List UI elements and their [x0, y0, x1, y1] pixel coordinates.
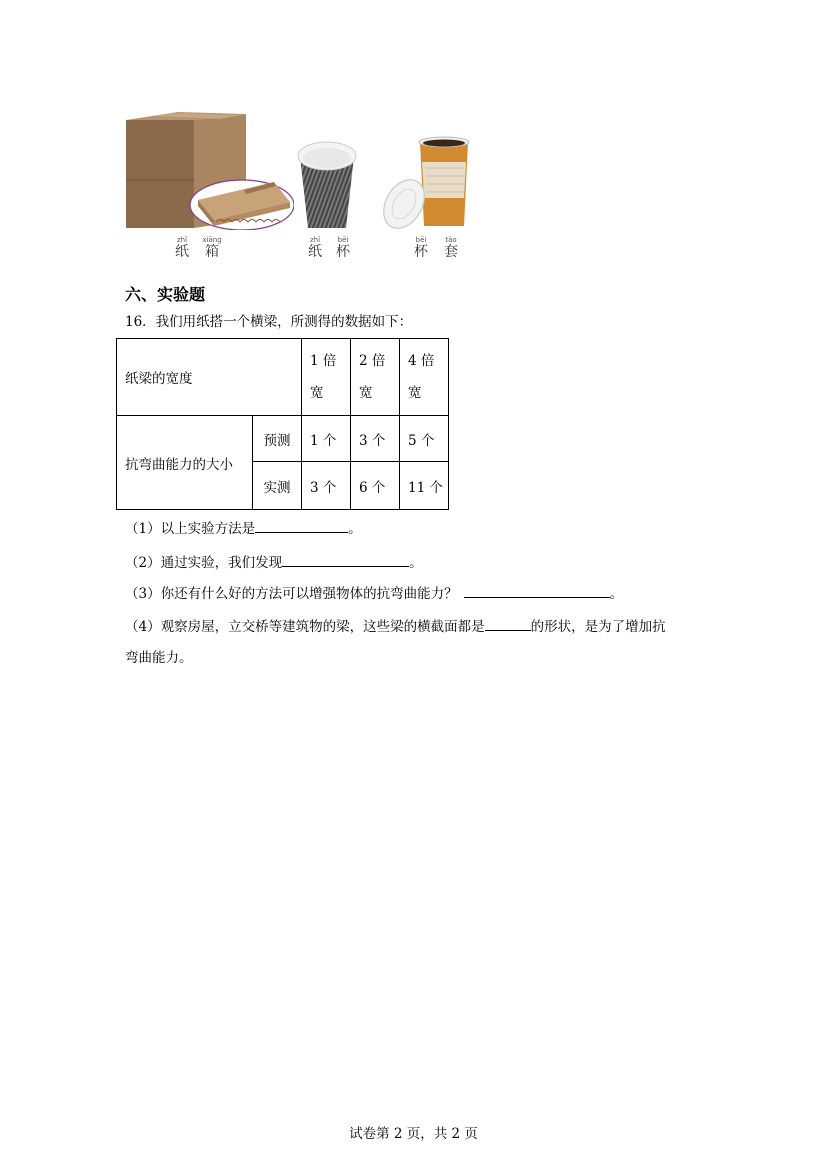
width-col-3: 4 倍: [408, 353, 435, 369]
cell-value: 3 个: [310, 479, 337, 496]
page-footer: 试卷第 2 页，共 2 页: [349, 1126, 478, 1142]
width-col-2: 2 倍: [359, 353, 386, 369]
table-row: [117, 416, 449, 462]
cell-value: 1 个: [310, 432, 337, 449]
hanzi: 杯: [336, 244, 350, 260]
table-cell: [400, 416, 449, 462]
table-cell: [253, 462, 302, 510]
answer-blank[interactable]: [255, 518, 348, 533]
pinyin: bēi: [337, 236, 349, 244]
sub-question-text: （2）通过实验，我们发现: [125, 555, 283, 571]
table-cell: [351, 339, 400, 416]
answer-blank[interactable]: [464, 583, 610, 598]
width-col-2-unit: 宽: [359, 385, 373, 401]
question-stem: 16．我们用纸搭一个横梁，所测得的数据如下：: [125, 314, 413, 330]
paper-cup-image: [292, 136, 362, 231]
sub-question-text: （4）观察房屋，立交桥等建筑物的梁，这些梁的横截面都是: [125, 619, 485, 635]
row-label: 预测: [263, 432, 291, 449]
data-table: [116, 338, 449, 510]
cup-sleeve-caption: [411, 236, 461, 260]
cell-value: 3 个: [359, 432, 386, 449]
table-cell: [351, 416, 400, 462]
carton-caption: [172, 236, 222, 260]
hanzi: 箱: [205, 244, 219, 260]
table-cell: [351, 462, 400, 510]
pinyin: bēi: [415, 236, 427, 244]
sub-question-suffix: 。: [409, 555, 423, 571]
sub-question-3: [125, 583, 623, 603]
table-row: [117, 339, 449, 416]
paper-cup-caption: [305, 236, 353, 260]
cell-value: 6 个: [359, 479, 386, 496]
width-col-3-unit: 宽: [408, 385, 422, 401]
hanzi: 纸: [175, 244, 189, 260]
pinyin: zhǐ: [309, 236, 321, 244]
width-col-1-unit: 宽: [310, 385, 324, 401]
sub-question-4: [125, 616, 666, 636]
table-cell: [302, 339, 351, 416]
answer-blank[interactable]: [485, 616, 531, 631]
cup-sleeve-image: [380, 126, 472, 234]
hanzi: 纸: [308, 244, 322, 260]
sub-question-suffix: 。: [348, 521, 362, 537]
section-title: 六、实验题: [125, 285, 206, 304]
pinyin: xiāng: [202, 236, 222, 244]
hanzi: 套: [444, 244, 458, 260]
cell-value: 5 个: [408, 432, 435, 449]
pinyin: zhǐ: [176, 236, 188, 244]
sub-question-1: [125, 518, 362, 538]
table-cell: [400, 462, 449, 510]
pinyin: tào: [445, 236, 457, 244]
width-col-1: 1 倍: [310, 353, 337, 369]
table-cell: [253, 416, 302, 462]
cell-value: 11 个: [408, 479, 443, 496]
answer-blank[interactable]: [282, 552, 409, 567]
carton-image: [124, 110, 294, 230]
table-cell: [117, 416, 253, 510]
sub-question-text: （3）你还有什么好的方法可以增强物体的抗弯曲能力？: [125, 586, 458, 602]
sub-question-suffix: 。: [609, 586, 624, 602]
sub-question-text: （1）以上实验方法是: [125, 521, 256, 537]
table-cell: [302, 416, 351, 462]
row-label: 实测: [263, 479, 291, 496]
sub-question-2: [125, 552, 423, 572]
sub-question-suffix: 的形状，是为了增加抗: [530, 619, 666, 635]
sub-question-4-line2: 弯曲能力。: [125, 650, 193, 666]
table-cell: [400, 339, 449, 416]
table-cell: [117, 339, 302, 416]
strength-label: 抗弯曲能力的大小: [125, 456, 233, 473]
hanzi: 杯: [414, 244, 428, 260]
table-cell: [302, 462, 351, 510]
width-label: 纸梁的宽度: [125, 371, 193, 387]
